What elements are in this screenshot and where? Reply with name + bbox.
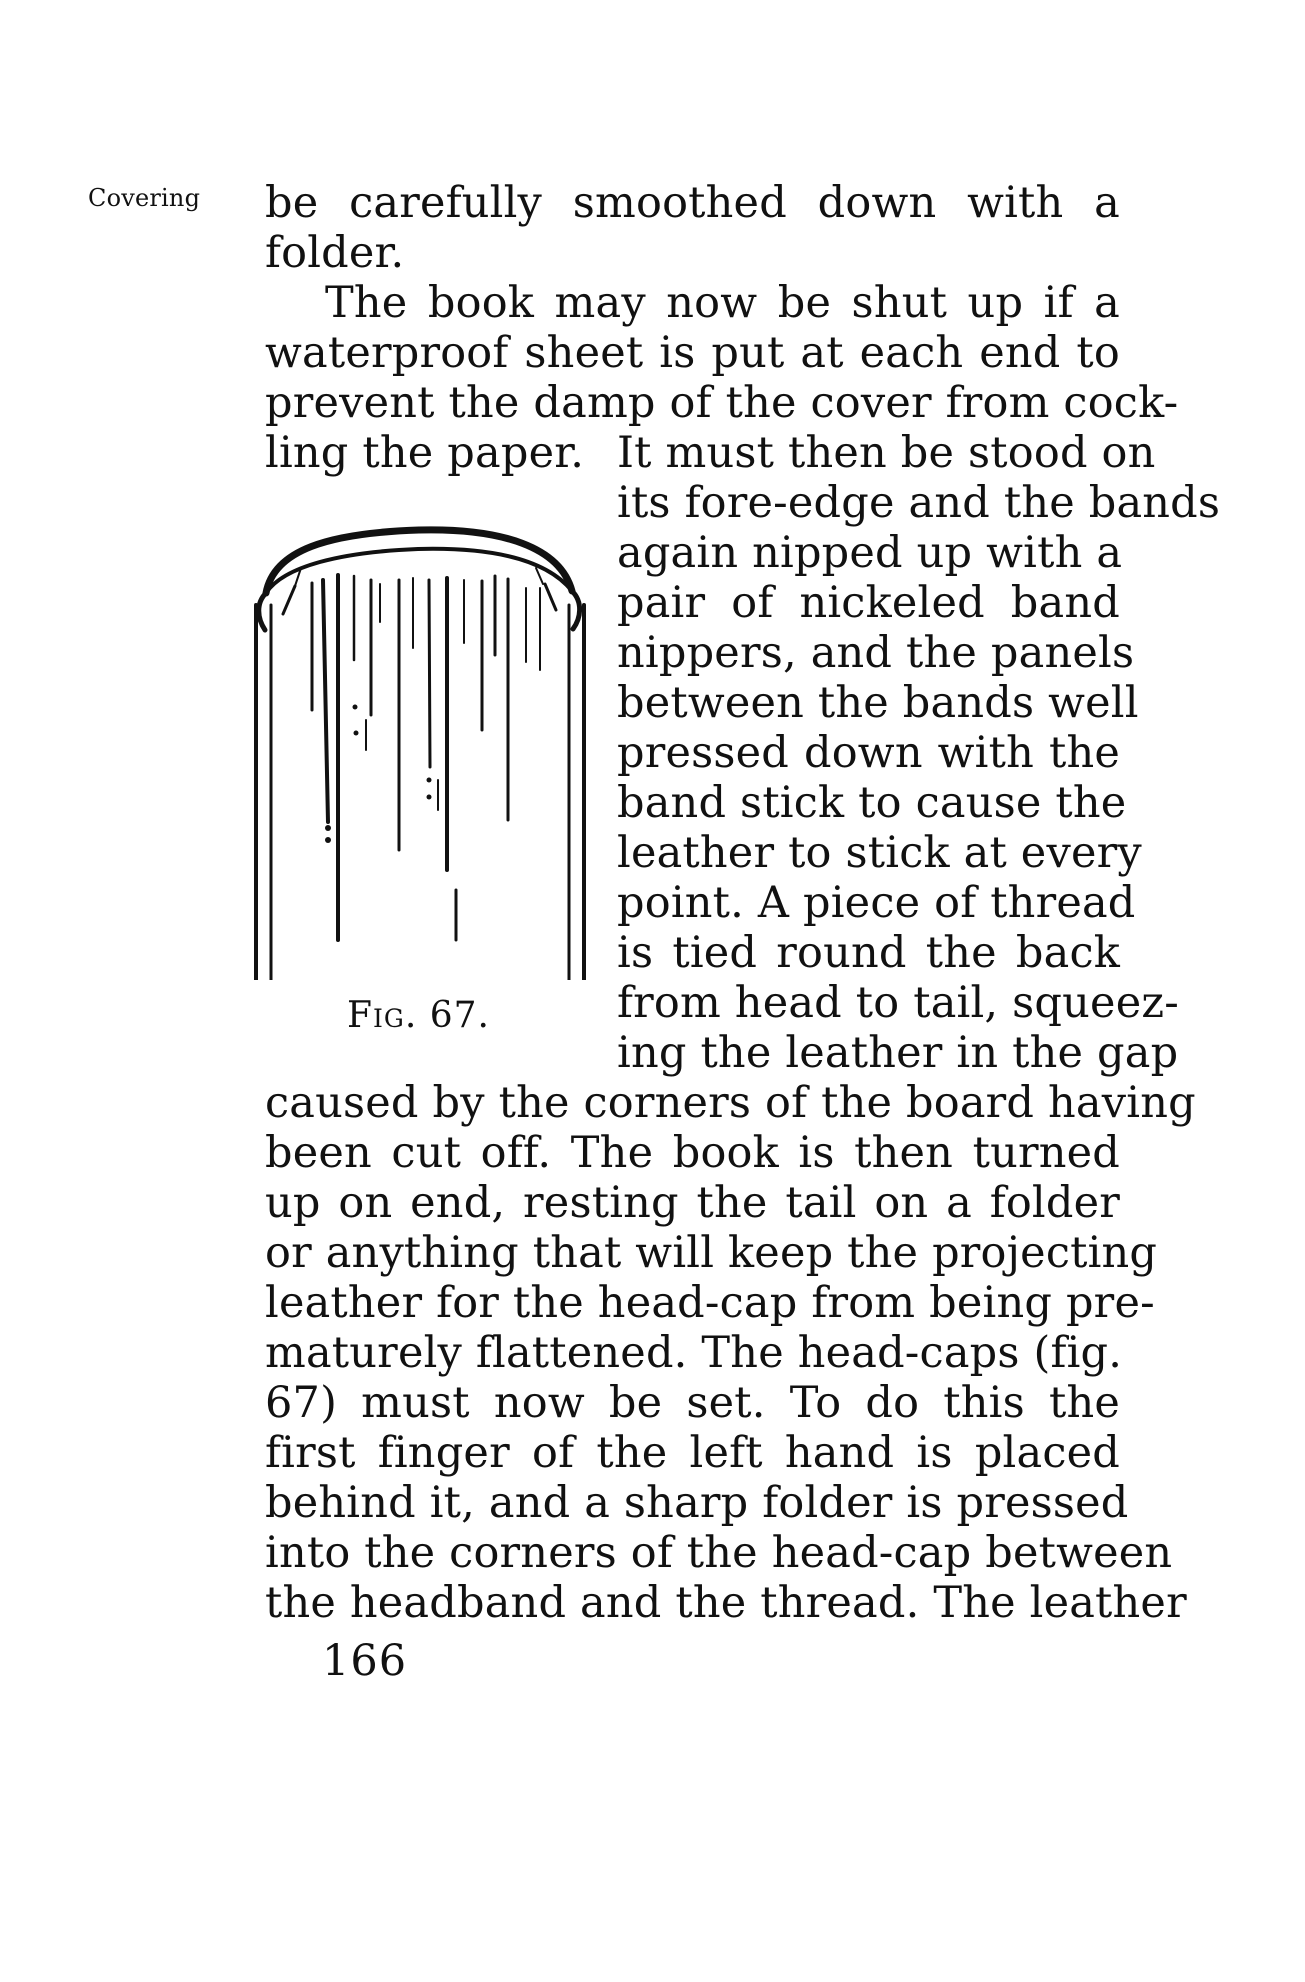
figure-caption [347, 995, 490, 1036]
text-line: 67) must now be set. To do this the [265, 1378, 1120, 1428]
text-line: prevent the damp of the cover from cock- [265, 378, 1179, 428]
text-line: again nipped up with a [617, 528, 1123, 578]
page-number: 166 [322, 1636, 408, 1686]
text-line: ling the paper. [265, 428, 585, 478]
text-line: pair of nickeled band [617, 578, 1120, 628]
text-line: waterproof sheet is put at each end to [265, 328, 1120, 378]
text-line: maturely flattened. The head-caps (fig. [265, 1328, 1123, 1378]
text-line: or anything that will keep the projecting [265, 1228, 1158, 1278]
text-line: ing the leather in the gap [617, 1028, 1179, 1078]
text-line: point. A piece of thread [617, 878, 1136, 928]
side-note: Covering [88, 184, 201, 212]
text-line: between the bands well [617, 678, 1139, 728]
text-line: first finger of the left hand is placed [265, 1428, 1120, 1478]
text-line: behind it, and a sharp folder is pressed [265, 1478, 1129, 1528]
text-line: pressed down with the [617, 728, 1120, 778]
headcap-illustration [240, 510, 600, 980]
text-line: nippers, and the panels [617, 628, 1135, 678]
text-line: from head to tail, squeez- [617, 978, 1179, 1028]
text-line: folder. [265, 228, 405, 278]
figure-caption-number: 67. [429, 995, 490, 1036]
text-line: leather to stick at every [617, 828, 1142, 878]
text-line: is tied round the back [617, 928, 1120, 978]
text-line: It must then be stood on [617, 428, 1156, 478]
figure-caption-label: Fig. [347, 995, 418, 1036]
text-line: the headband and the thread. The leather [265, 1578, 1187, 1628]
text-line: its fore-edge and the bands [617, 478, 1221, 528]
text-line: been cut off. The book is then turned [265, 1128, 1120, 1178]
text-line: band stick to cause the [617, 778, 1127, 828]
text-line: be carefully smoothed down with a [265, 178, 1120, 228]
headcap-illustration-svg [240, 510, 600, 980]
text-line: The book may now be shut up if a [325, 278, 1120, 328]
text-line: caused by the corners of the board having [265, 1078, 1196, 1128]
text-line: into the corners of the head-cap between [265, 1528, 1173, 1578]
text-line: leather for the head-cap from being pre- [265, 1278, 1155, 1328]
text-line: up on end, resting the tail on a folder [265, 1178, 1120, 1228]
